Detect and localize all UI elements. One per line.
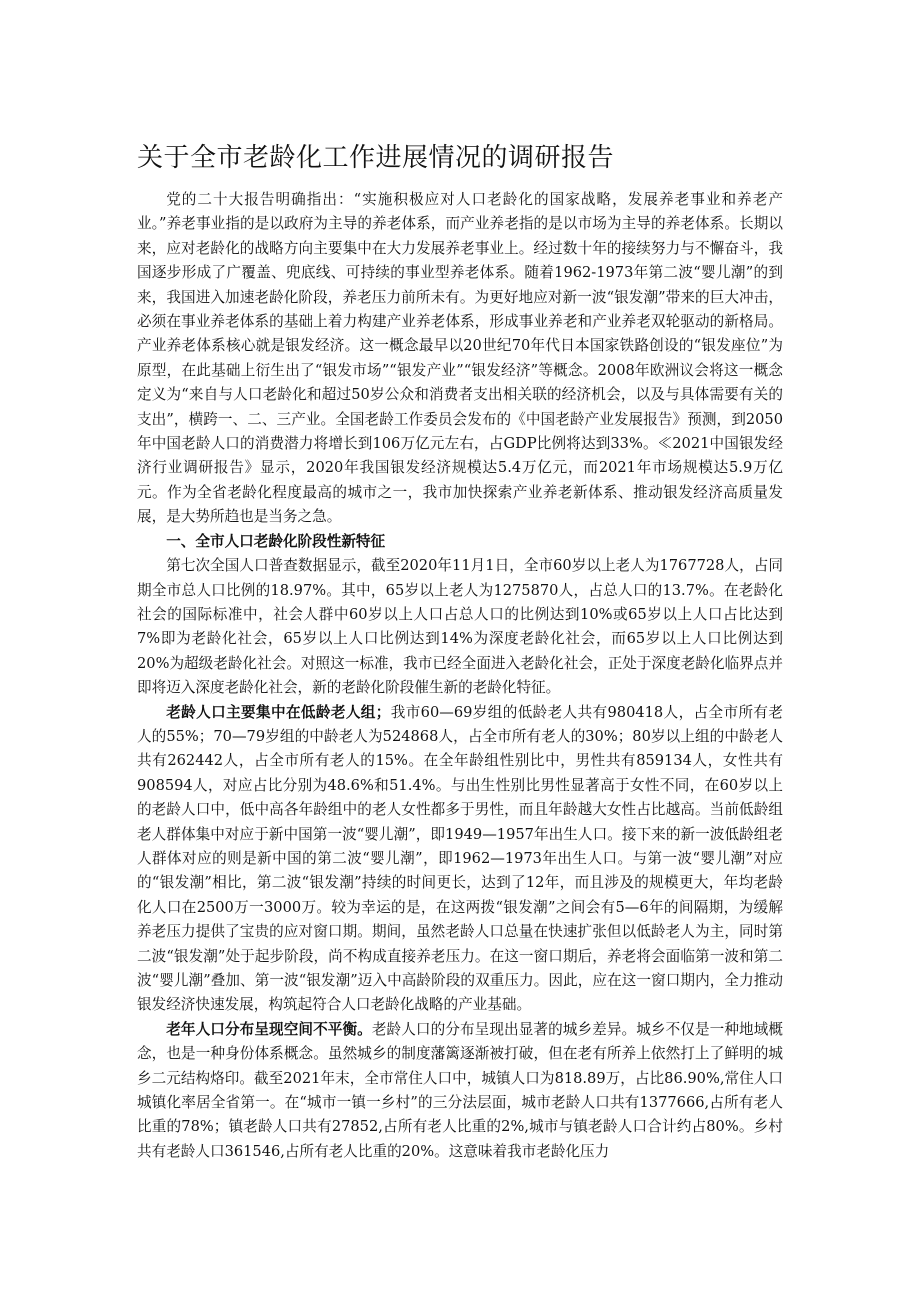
- section-heading: 一、全市人口老龄化阶段性新特征: [166, 532, 386, 550]
- spatial-distribution-body: 老龄人口的分布呈现出显著的城乡差异。城乡不仅是一种地域概念，也是一种身份体系概念。虽然城乡的制度藩篱逐渐被打破，但在老有所养上依然打上了鲜明的城乡二元结构烙印。截至2021年末，全市常住人口中，城镇人口为818.89万，占比86.90%,常住人口城镇化率居全省第一。在“城市一镇一乡村”的三分法层面，城市老龄人口共有1377666,占所有老人比重的78%；镇老龄人口共有27852,占所有老人比重的2%,城市与镇老龄人口合计约占80%。乡村共有老龄人口361546,占所有老人比重的20%。这意味着我市老龄化压力: [137, 1020, 783, 1160]
- spatial-distribution-lead: 老年人口分布呈现空间不平衡。: [166, 1020, 372, 1038]
- age-group-paragraph: [137, 701, 783, 1018]
- document-page: [137, 138, 783, 1164]
- spatial-distribution-paragraph: [137, 1018, 783, 1164]
- document-title: 关于全市老龄化工作进展情况的调研报告: [137, 143, 615, 173]
- intro-paragraph: 党的二十大报告明确指出：“实施积极应对人口老龄化的国家战略，发展养老事业和养老产业。”养老事业指的是以政府为主导的养老体系，而产业养老指的是以市场为主导的养老体系。长期以来，应对老龄化的战略方向主要集中在大力发展养老事业上。经过数十年的接续努力与不懈奋斗，我国逐步形成了广覆盖、兜底线、可持续的事业型养老体系。随着1962-1973年第二波“婴儿潮”的到来，我国进入加速老龄化阶段，养老压力前所未有。为更好地应对新一波“银发潮”带来的巨大冲击，必须在事业养老体系的基础上着力构建产业养老体系，形成事业养老和产业养老双轮驱动的新格局。产业养老体系核心就是银发经济。这一概念最早以20世纪70年代日本国家铁路创设的“银发座位”为原型，在此基础上衍生出了“银发市场”“银发产业”“银发经济”等概念。2008年欧洲议会将这一概念定义为“来自与人口老龄化和超过50岁公众和消费者支出相关联的经济机会，以及与具体需要有关的支出”，横跨一、二、三产业。全国老龄工作委员会发布的《中国老龄产业发展报告》预测，到2050年中国老龄人口的消费潜力将增长到106万亿元左右，占GDP比例将达到33%。≪2021中国银发经济行业调研报告》显示，2020年我国银发经济规模达5.4万亿元，而2021年市场规模达5.9万亿元。作为全省老龄化程度最高的城市之一，我市加快探索产业养老新体系、推动银发经济高质量发展，是大势所趋也是当务之急。: [137, 191, 783, 526]
- age-group-lead: 老龄人口主要集中在低龄老人组；: [166, 703, 391, 721]
- age-group-body: 我市60—69岁组的低龄老人共有980418人，占全市所有老人的55%；70—79岁组的中龄老人为524868人，占全市所有老人的30%；80岁以上组的中龄老人共有262442人，占全市所有老人的15%。在全年龄组性别比中，男性共有859134人，女性共有908594人，对应占比分别为48.6%和51.4%。与出生性别比男性显著高于女性不同，在60岁以上的老龄人口中，低中高各年龄组中的老人女性都多于男性，而且年龄越大女性占比越高。当前低龄组老人群体集中对应于新中国第一波“婴儿潮”，即1949—1957年出生人口。接下来的新一波低龄组老人群体对应的则是新中国的第二波“婴儿潮”，即1962—1973年出生人口。与第一波“婴儿潮”对应的“银发潮”相比，第二波“银发潮”持续的时间更长，达到了12年，而且涉及的规模更大，年均老龄化人口在2500万一3000万。较为幸运的是，在这两拨“银发潮”之间会有5—6年的间隔期，为缓解养老压力提供了宝贵的应对窗口期。期间，虽然老龄人口总量在快速扩张但以低龄老人为主，同时第二波“银发潮”处于起步阶段，尚不构成直接养老压力。在这一窗口期后，养老将会面临第一波和第二波“婴儿潮”叠加、第一波“银发潮”迈入中高龄阶段的双重压力。因此，应在这一窗口期内，全力推动银发经济快速发展，构筑起符合人口老龄化战略的产业基础。: [137, 703, 783, 1014]
- census-paragraph: 第七次全国人口普查数据显示，截至2020年11月1日，全市60岁以上老人为1767728人，占同期全市总人口比例的18.97%。其中，65岁以上老人为1275870人，占总人口的13.7%。在老龄化社会的国际标准中，社会人群中60岁以上人口占总人口的比例达到10%或65岁以上人口占比达到7%即为老龄化社会，65岁以上人口比例达到14%为深度老龄化社会，而65岁以上人口比例达到20%为超级老龄化社会。对照这一标准，我市已经全面进入老龄化社会，正处于深度老龄化临界点并即将迈入深度老龄化社会，新的老龄化阶段催生新的老龄化特征。: [137, 557, 783, 697]
